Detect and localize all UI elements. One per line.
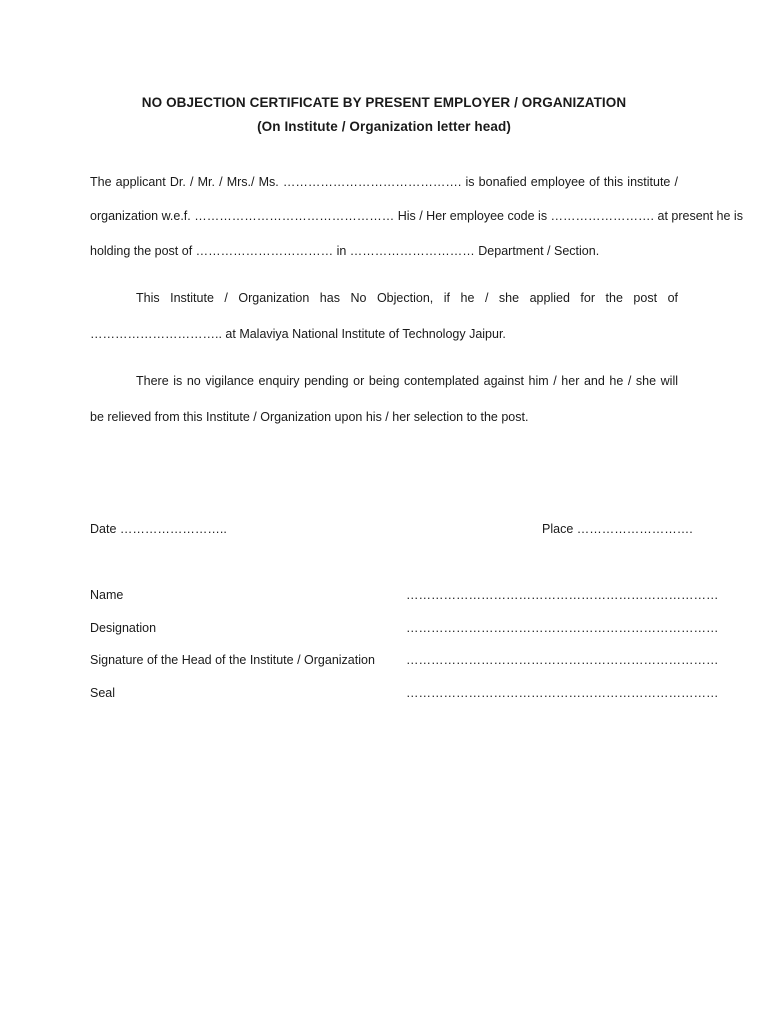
paragraph-3-line-2: be relieved from this Institute / Organization upon his / her selection to the post. [90,410,529,424]
seal-label: Seal [90,686,116,700]
paragraph-3-line-1: There is no vigilance enquiry pending or being contemplated against him / her and he / she will [136,374,678,388]
paragraph-2-line-1: This Institute / Organization has No Objection, if he / she applied for the post of [136,291,678,305]
designation-label: Designation [90,621,157,635]
document-title: NO OBJECTION CERTIFICATE BY PRESENT EMPLOYER / ORGANIZATION [141,95,627,110]
signature-blank: ………………………………………………………………… [406,653,719,667]
name-label: Name [90,588,124,602]
paragraph-1-line-3: holding the post of …………………………… in ………………………… Department / Section. [90,244,600,258]
paragraph-1-line-2: organization w.e.f. ………………………………………… His / Her employee code is ……………………. at present he is [90,209,743,223]
date-field: Date …………………….. [90,522,227,536]
designation-blank: ………………………………………………………………… [406,621,719,635]
signature-label: Signature of the Head of the Institute / Organization [90,653,375,667]
seal-blank: ………………………………………………………………… [406,686,719,700]
document-subtitle: (On Institute / Organization letter head) [257,119,511,134]
paragraph-1-line-1: The applicant Dr. / Mr. / Mrs./ Ms. ……………………………………. is bonafied employee of this institute / [90,175,678,189]
place-field: Place ………………………. [542,522,693,536]
paragraph-2-line-2: ………………………….. at Malaviya National Institute of Technology Jaipur. [90,327,506,341]
name-blank: ………………………………………………………………… [406,588,719,602]
